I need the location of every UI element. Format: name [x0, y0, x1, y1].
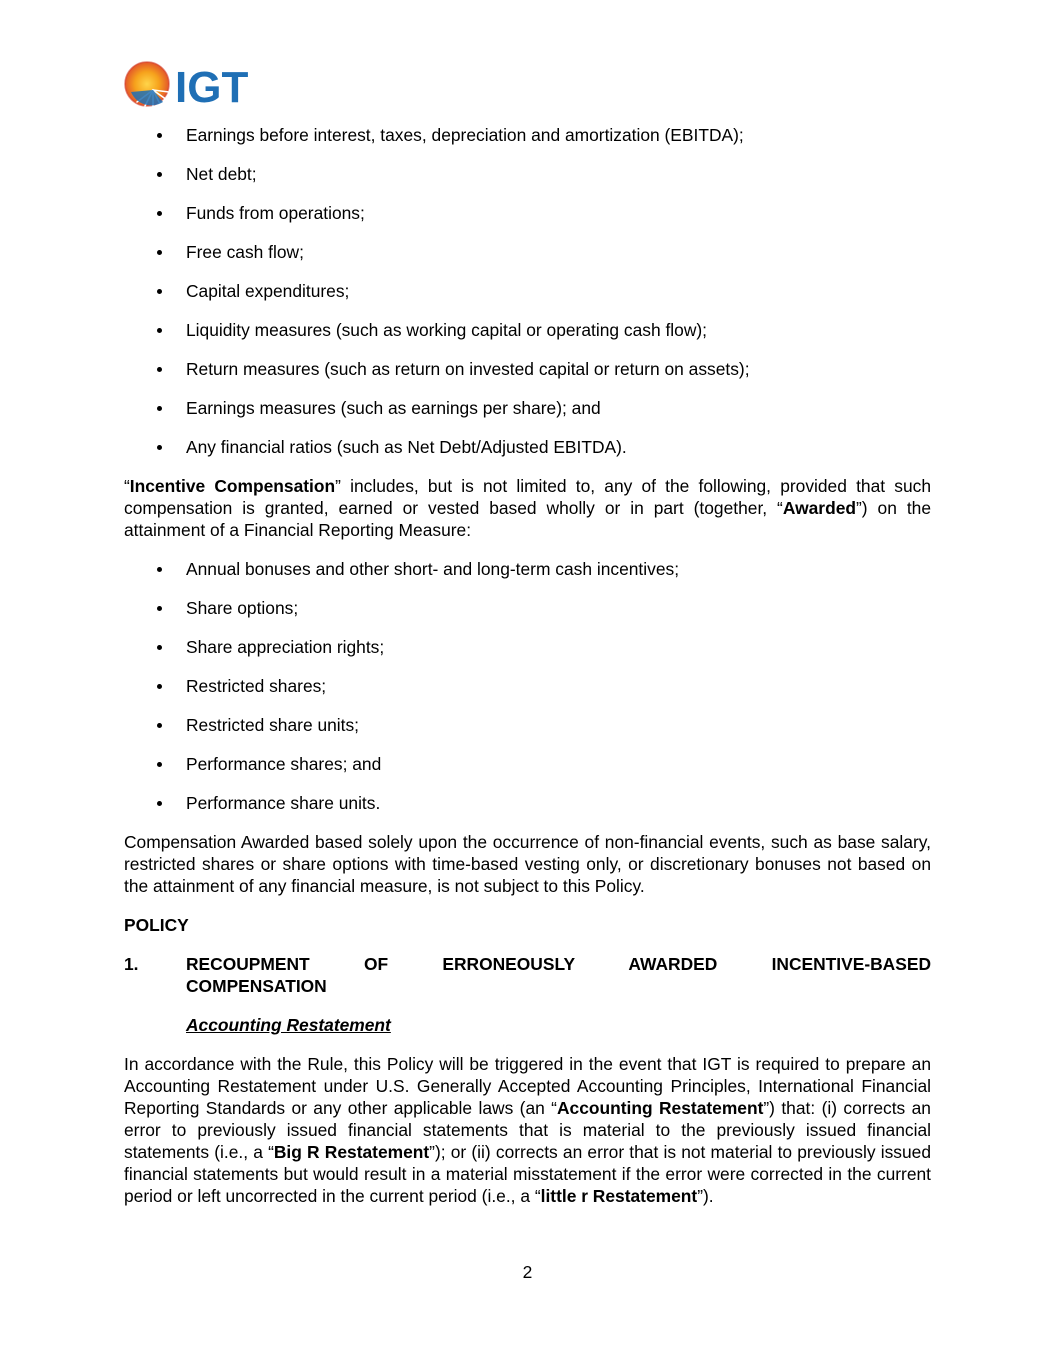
igt-sunburst-icon	[123, 60, 253, 110]
subheading-accounting-restatement: Accounting Restatement	[186, 1015, 391, 1035]
list-item: Restricted shares;	[124, 675, 931, 714]
document-body	[124, 124, 931, 1207]
section-title: RECOUPMENT OF ERRONEOUSLY AWARDED INCENTIVE-BASED COMPENSATION	[186, 954, 931, 996]
list-item: Performance shares; and	[124, 753, 931, 792]
defined-term: Awarded	[782, 498, 856, 518]
incentive-types-list	[124, 558, 931, 831]
defined-term: little r Restatement	[540, 1186, 698, 1206]
igt-logo	[123, 60, 253, 110]
page-number: 2	[522, 1262, 533, 1282]
policy-heading: POLICY	[124, 915, 189, 935]
financial-measures-list	[124, 124, 931, 475]
bullet-icon	[157, 684, 162, 689]
defined-term: Accounting Restatement	[556, 1098, 764, 1118]
list-item: Return measures (such as return on invested capital or return on assets);	[124, 358, 931, 397]
section-number: 1.	[124, 954, 139, 974]
bullet-icon	[157, 367, 162, 372]
restatement-paragraph: In accordance with the Rule, this Policy will be triggered in the event that IGT is required to prepare an Accounting Restatement under U.S. Generally Accepted Accounting Principles, International Financial Reporting Standards or any other applicable laws (an “Accounting Restatement”) that: (i) corrects an error to previously issued financial statements that is material to the previously issued financial statements (i.e., a “Big R Restatement”); or (ii) corrects an error that is not material to previously issued financial statements but would result in a material misstatement if the error were corrected in the current period or left uncorrected in the current period (i.e., a “little r Restatement”).	[124, 1054, 931, 1206]
bullet-icon	[157, 406, 162, 411]
compensation-paragraph: Compensation Awarded based solely upon the occurrence of non-financial events, such as base salary, restricted shares or share options with time-based vesting only, or discretionary bonuses not based on the attainment of any financial measure, is not subject to this Policy.	[124, 832, 931, 896]
list-item: Annual bonuses and other short- and long-term cash incentives;	[124, 558, 931, 597]
defined-term: Incentive Compensation	[129, 476, 336, 496]
list-item: Earnings before interest, taxes, depreciation and amortization (EBITDA);	[124, 124, 931, 163]
list-item: Restricted share units;	[124, 714, 931, 753]
bullet-icon	[157, 328, 162, 333]
list-item: Share appreciation rights;	[124, 636, 931, 675]
list-item: Share options;	[124, 597, 931, 636]
bullet-icon	[157, 723, 162, 728]
bullet-icon	[157, 250, 162, 255]
bullet-icon	[157, 172, 162, 177]
defined-term: Big R Restatement	[273, 1142, 430, 1162]
list-item: Net debt;	[124, 163, 931, 202]
bullet-icon	[157, 801, 162, 806]
incentive-compensation-paragraph: “Incentive Compensation” includes, but is not limited to, any of the following, provided that such compensation is granted, earned or vested based wholly or in part (together, “Awarded”) on the attainment of a Financial Reporting Measure:	[124, 476, 932, 540]
bullet-icon	[157, 211, 162, 216]
list-item: Performance share units.	[124, 792, 931, 831]
list-item: Liquidity measures (such as working capital or operating cash flow);	[124, 319, 931, 358]
bullet-icon	[157, 133, 162, 138]
list-item: Capital expenditures;	[124, 280, 931, 319]
list-item: Any financial ratios (such as Net Debt/Adjusted EBITDA).	[124, 436, 931, 475]
section-1-heading	[124, 953, 931, 997]
bullet-icon	[157, 289, 162, 294]
bullet-icon	[157, 606, 162, 611]
logo-wordmark: IGT	[175, 63, 249, 110]
bullet-icon	[157, 645, 162, 650]
list-item: Free cash flow;	[124, 241, 931, 280]
list-item: Earnings measures (such as earnings per share); and	[124, 397, 931, 436]
bullet-icon	[157, 567, 162, 572]
bullet-icon	[157, 445, 162, 450]
bullet-icon	[157, 762, 162, 767]
list-item: Funds from operations;	[124, 202, 931, 241]
